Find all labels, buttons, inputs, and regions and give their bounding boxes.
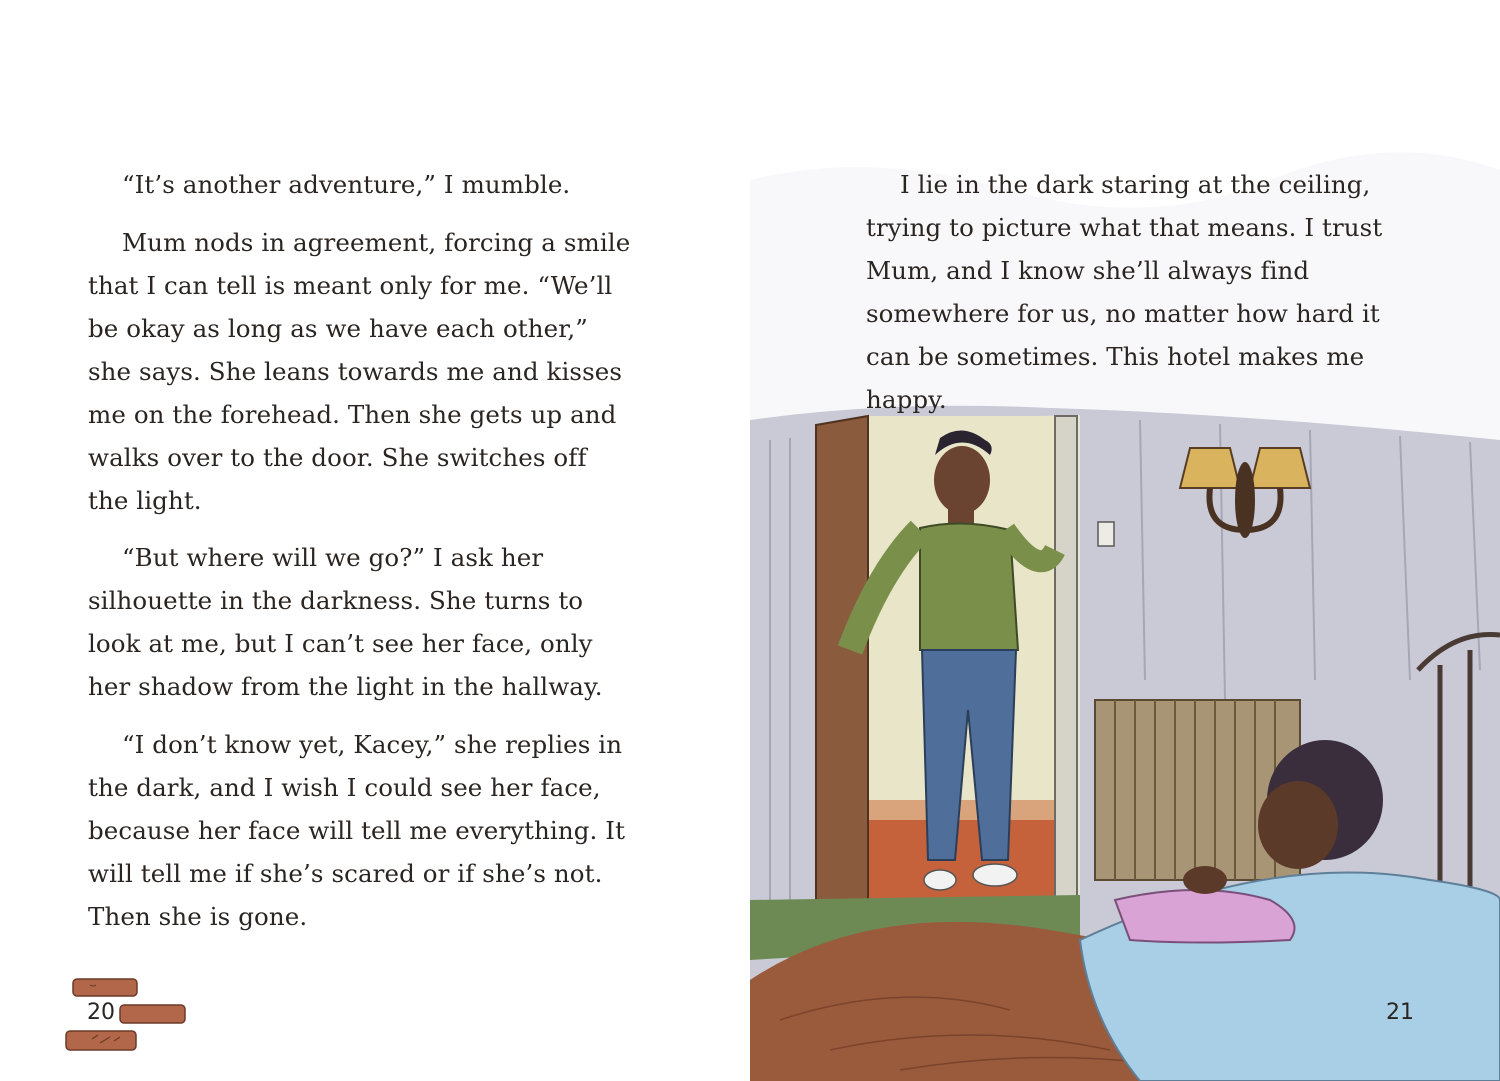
brick-decoration	[62, 975, 194, 1059]
right-page	[750, 0, 1500, 1081]
paragraph: “But where will we go?” I ask her silhouette in the darkness. She turns to look at me, but I can’t see her face, only her shadow from the light in the hallway.	[88, 543, 603, 701]
paragraph: Mum nods in agreement, forcing a smile that I can tell is meant only for me. “We’ll be okay as long as we have each other,” she says. She leans towards me and kisses me on the forehead. Then she gets up and walks over to the door. She switches off the light.	[88, 227, 631, 515]
paragraph: “I don’t know yet, Kacey,” she replies in the dark, and I wish I could see her face, because her face will tell me everything. It will tell me if she’s scared or if she’s not. Then she is gone.	[88, 729, 626, 931]
page-number: 21	[1386, 1000, 1414, 1025]
paragraph: “It’s another adventure,” I mumble.	[122, 170, 571, 199]
left-page-text	[88, 163, 633, 952]
paragraph: I lie in the dark staring at the ceiling, trying to picture what that means. I trust Mum, and I know she’ll always find somewhere for us, no matter how hard it can be sometimes. This hotel makes me happy.	[866, 170, 1383, 414]
right-page-text	[866, 163, 1426, 436]
page-number: 20	[87, 1000, 115, 1025]
bedroom-illustration	[750, 380, 1500, 1081]
